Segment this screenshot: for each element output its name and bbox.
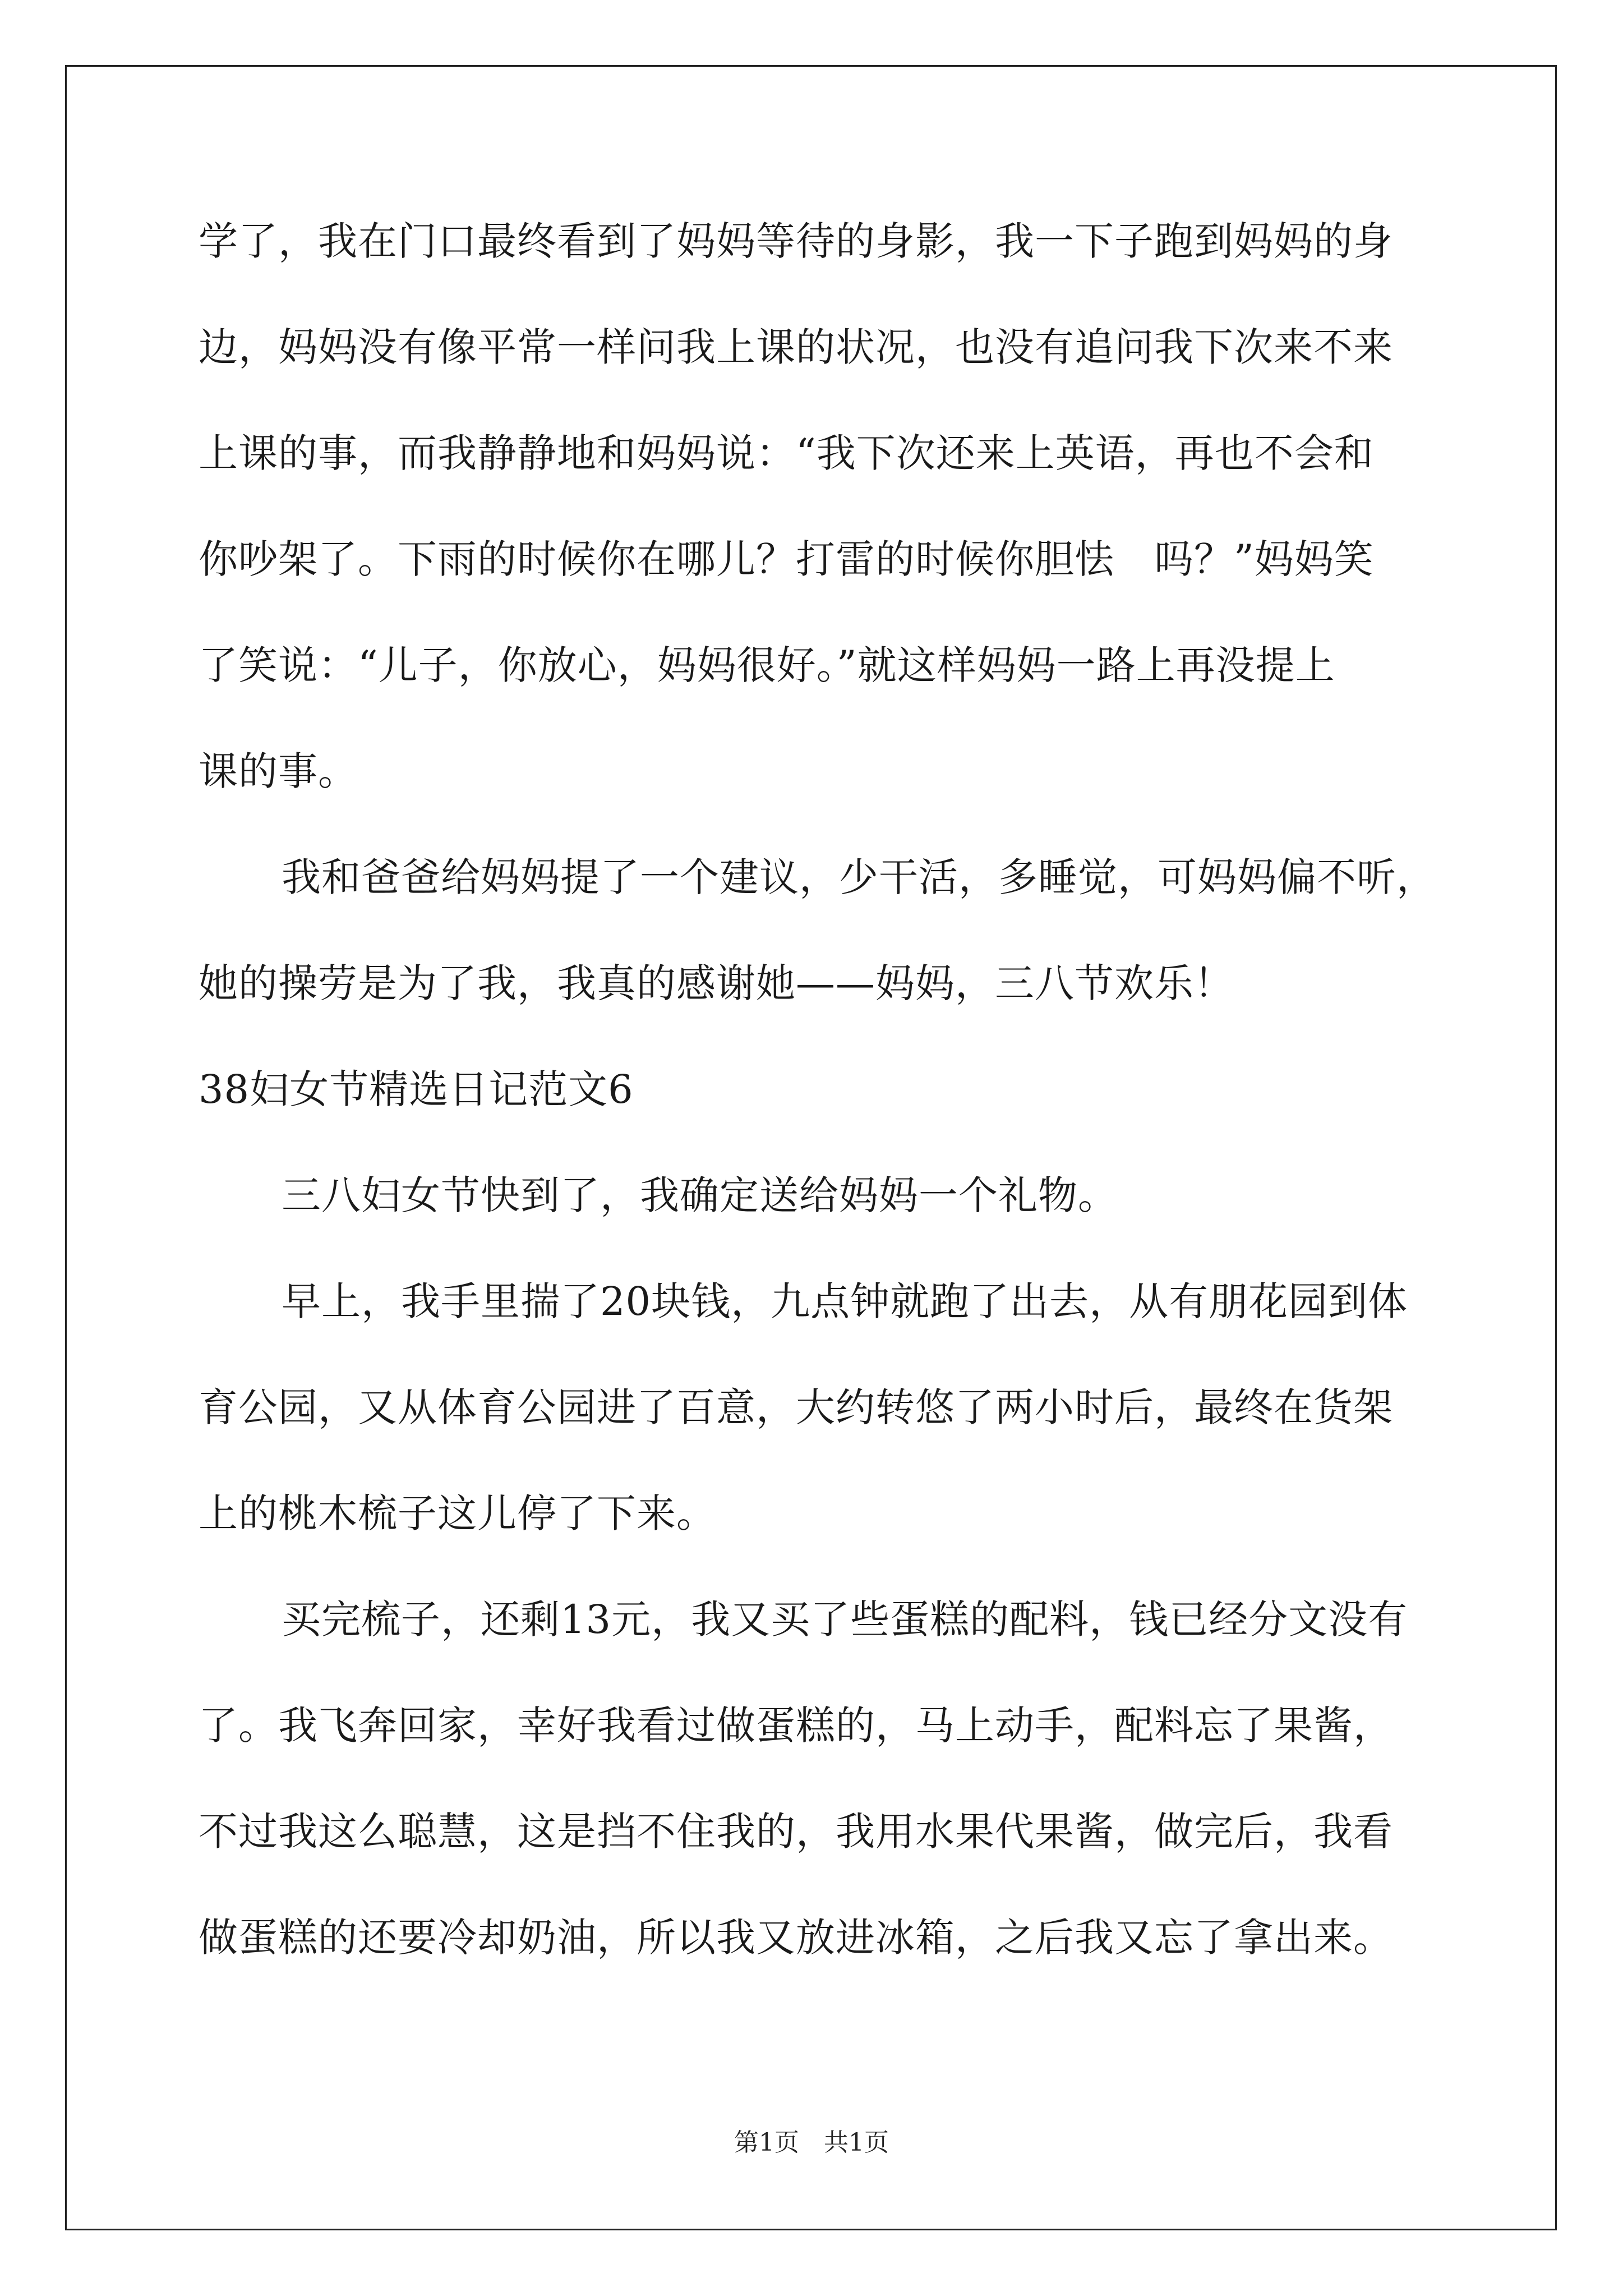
text-line-13: 上的桃木梳子这儿停了下来。 <box>199 1490 716 1536</box>
text-line-1: 学了，我在门口最终看到了妈妈等待的身影，我一下子跑到妈妈的身 <box>199 218 1393 264</box>
text-line-5: 了笑说：“儿子，你放心，妈妈很好。”就这样妈妈一路上再没提上 <box>199 642 1335 688</box>
text-line-17: 做蛋糕的还要冷却奶油，所以我又放进冰箱，之后我又忘了拿出来。 <box>199 1915 1393 1961</box>
document-body <box>199 213 1453 2016</box>
text-line-11: 早上，我手里揣了20块钱，九点钟就跑了出去，从有朋花园到体 <box>282 1278 1408 1324</box>
text-line-6: 课的事。 <box>199 748 358 794</box>
text-line-7: 我和爸爸给妈妈提了一个建议，少干活，多睡觉，可妈妈偏不听， <box>282 854 1436 900</box>
text-line-16: 不过我这么聪慧，这是挡不住我的，我用水果代果酱，做完后，我看 <box>199 1809 1393 1855</box>
text-line-4: 你吵架了。下雨的时候你在哪儿？打雷的时候你胆怯 吗？”妈妈笑 <box>199 536 1374 582</box>
text-line-14: 买完梳子，还剩13元，我又买了些蛋糕的配料，钱已经分文没有 <box>282 1596 1408 1642</box>
text-line-15: 了。我飞奔回家，幸好我看过做蛋糕的，马上动手，配料忘了果酱， <box>199 1703 1393 1749</box>
text-line-8: 她的操劳是为了我，我真的感谢她——妈妈，三八节欢乐！ <box>199 960 1234 1006</box>
section-heading: 38妇女节精选日记范文6 <box>199 1066 634 1112</box>
text-line-3: 上课的事，而我静静地和妈妈说：“我下次还来上英语，再也不会和 <box>199 430 1374 476</box>
text-line-10: 三八妇女节快到了，我确定送给妈妈一个礼物。 <box>282 1172 1118 1218</box>
text-line-12: 育公园，又从体育公园进了百意，大约转悠了两小时后，最终在货架 <box>199 1384 1393 1430</box>
text-line-2: 边，妈妈没有像平常一样问我上课的状况，也没有追问我下次来不来 <box>199 324 1393 370</box>
page-number-footer: 第1页 共1页 <box>734 2128 889 2157</box>
